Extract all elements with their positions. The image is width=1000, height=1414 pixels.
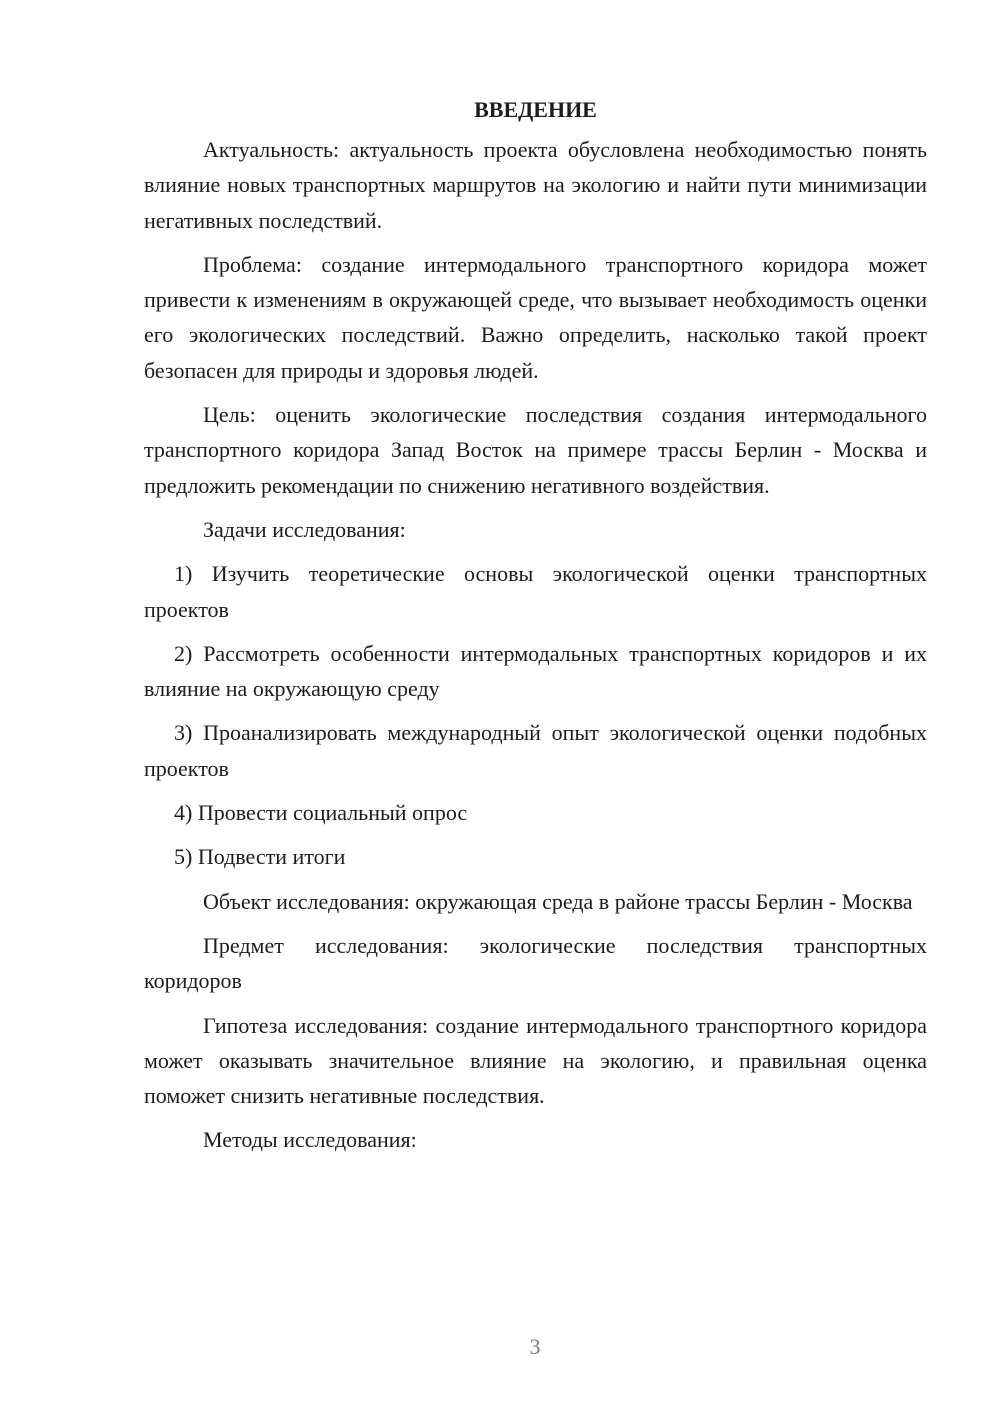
page-title: ВВЕДЕНИЕ: [474, 97, 597, 122]
paragraph-tasks-heading: Задачи исследования:: [203, 516, 406, 542]
list-item: 1) Изучить теоретические основы экологической оценки транспортных проектов: [144, 561, 927, 622]
paragraph-hypothesis: Гипотеза исследования: создание интермодального транспортного коридора может оказывать значительное влияние на экологию, и правильная оценка поможет снизить негативные последствия.: [144, 1012, 927, 1109]
paragraph-goal: Цель: оценить экологические последствия создания интермодального транспортного коридора Запад Восток на примере трассы Берлин - Москва и предложить рекомендации по снижению негативного воздействия.: [144, 402, 927, 498]
paragraph-problem: Проблема: создание интермодального транспортного коридора может привести к изменениям в окружающей среде, что вызывает необходимость оценки его экологических последствий. Важно определить, насколько такой проект безопасен для природы и здоровья людей.: [144, 251, 927, 383]
paragraph-relevance: Актуальность: актуальность проекта обусловлена необходимостью понять влияние новых транспортных маршрутов на экологию и найти пути минимизации негативных последствий.: [144, 137, 927, 233]
list-item: 5) Подвести итоги: [174, 844, 346, 870]
page-number: 3: [529, 1334, 541, 1359]
paragraph-methods: Методы исследования:: [203, 1127, 417, 1153]
document-page: [144, 92, 927, 1167]
list-item: 3) Проанализировать международный опыт экологической оценки подобных проектов: [144, 720, 927, 781]
paragraph-subject: Предмет исследования: экологические последствия транспортных коридоров: [144, 932, 927, 994]
paragraph-object: Объект исследования: окружающая среда в районе трассы Берлин - Москва: [203, 888, 913, 914]
tasks-list: [144, 556, 927, 874]
list-item: 4) Провести социальный опрос: [174, 800, 468, 826]
list-item: 2) Рассмотреть особенности интермодальных транспортных коридоров и их влияние на окружающую среду: [144, 640, 927, 702]
